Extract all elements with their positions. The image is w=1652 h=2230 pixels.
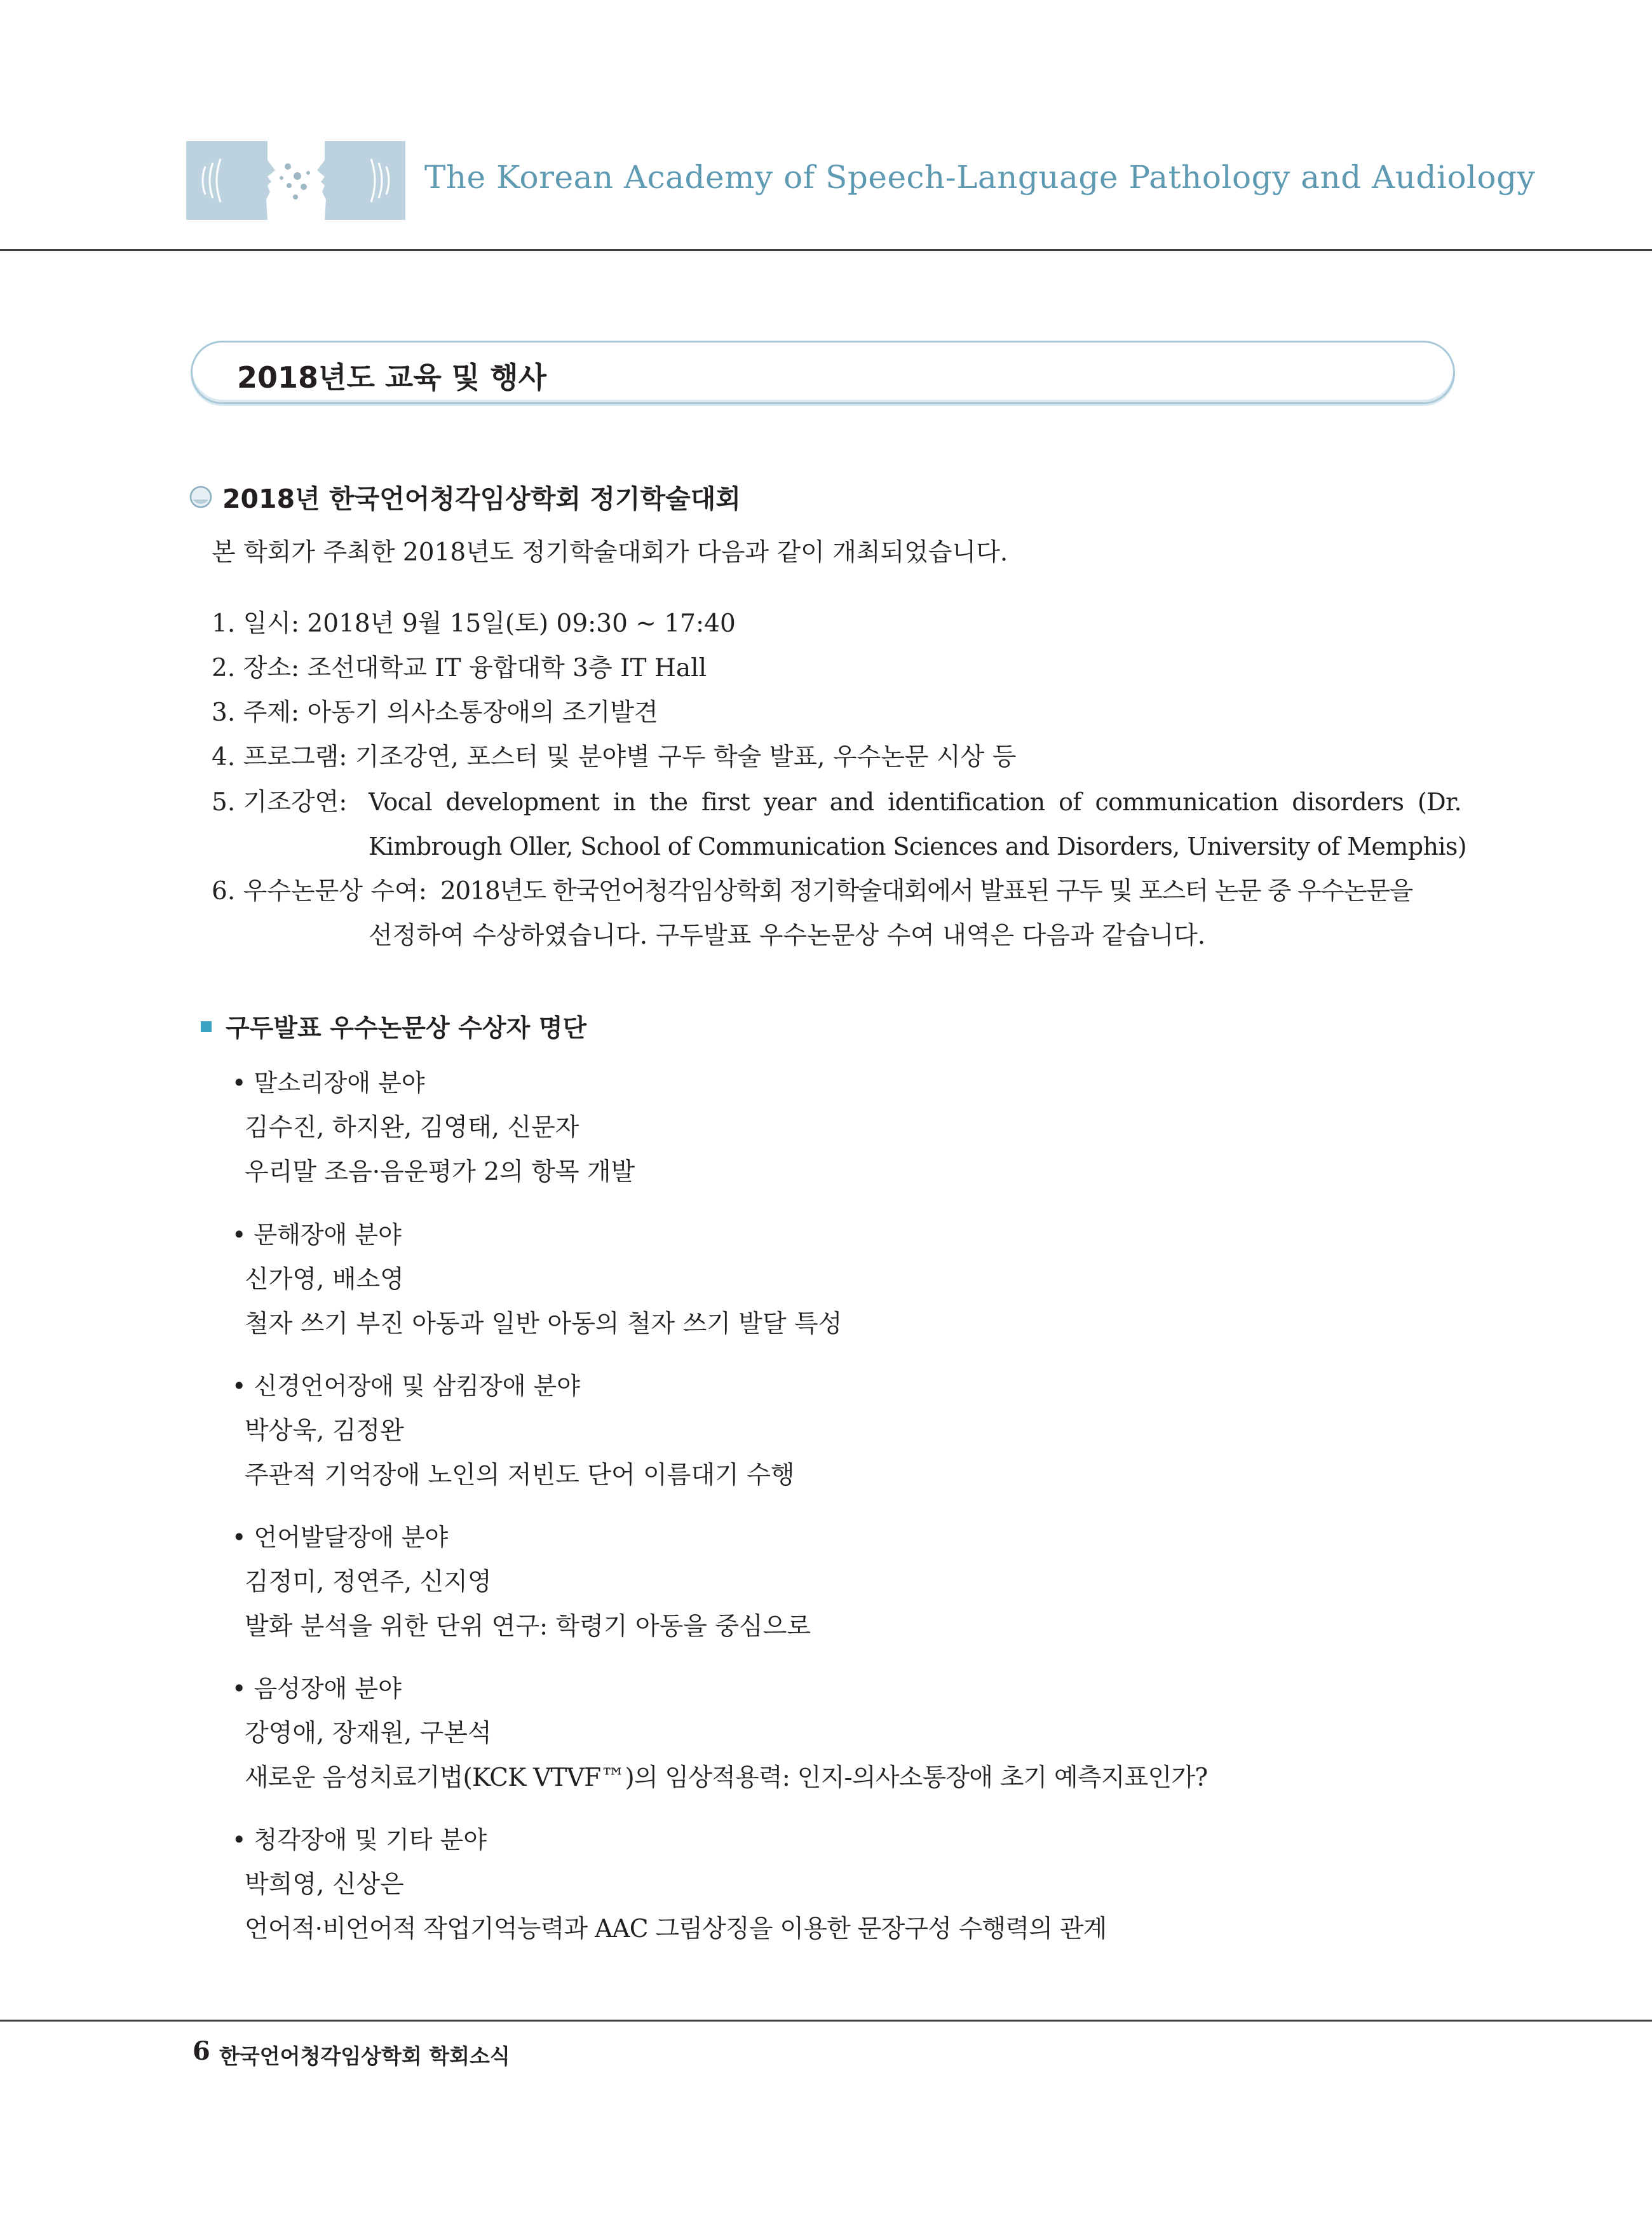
event-item-award-line2: 선정하여 수상하였습니다. 구두발표 우수논문상 수여 내역은 다음과 같습니다. — [369, 921, 1206, 950]
event-heading — [188, 478, 741, 515]
award-paper: 주관적 기억장애 노인의 저빈도 단어 이름대기 수행 — [245, 1461, 795, 1490]
award-paper: 철자 쓰기 부진 아동과 일반 아동의 철자 쓰기 발달 특성 — [245, 1310, 843, 1338]
award-paper: 발화 분석을 위한 단위 연구: 학령기 아동을 중심으로 — [245, 1612, 811, 1641]
event-item-keynote-line2: Kimbrough Oller, School of Communication Sciences and Disorders, University of Memphis) — [369, 833, 1466, 860]
event-item-award-line1: 2018년도 한국언어청각임상학회 정기학술대회에서 발표된 구두 및 포스터 논문 중 우수논문을 — [440, 877, 1412, 906]
page-number: 6 — [193, 2036, 210, 2066]
award-category: • 신경언어장애 및 삼킴장애 분야 — [232, 1372, 580, 1400]
award-paper: 언어적·비언어적 작업기억능력과 AAC 그림상징을 이용한 문장구성 수행력의 관계 — [245, 1915, 1107, 1943]
award-paper: 우리말 조음·음운평가 2의 항목 개발 — [245, 1158, 635, 1186]
square-bullet-icon — [201, 1021, 212, 1032]
award-authors: 박상욱, 김정완 — [245, 1417, 404, 1445]
header-title: The Korean Academy of Speech-Language Pathology and Audiology — [424, 159, 1536, 196]
section-title: 2018년도 교육 및 행사 — [237, 360, 547, 395]
header-divider — [0, 249, 1652, 251]
award-category: • 음성장애 분야 — [232, 1675, 402, 1703]
award-authors: 신가영, 배소영 — [245, 1265, 404, 1294]
award-category: • 말소리장애 분야 — [232, 1069, 425, 1097]
award-authors: 김수진, 하지완, 김영태, 신문자 — [245, 1113, 579, 1142]
award-authors: 강영애, 장재원, 구본석 — [245, 1719, 492, 1748]
awards-title: 구두발표 우수논문상 수상자 명단 — [226, 1014, 587, 1043]
speaking-faces-logo-icon — [186, 141, 405, 220]
award-category: • 문해장애 분야 — [232, 1221, 402, 1249]
awards-heading — [201, 1009, 586, 1044]
award-paper: 새로운 음성치료기법(KCK VTVF™)의 임상적용력: 인지-의사소통장애 초기 예측지표인가? — [245, 1764, 1208, 1792]
award-category: • 언어발달장애 분야 — [232, 1523, 449, 1551]
section-title-box — [191, 341, 1455, 404]
award-authors: 박희영, 신상은 — [245, 1870, 404, 1899]
footer-divider — [0, 2020, 1652, 2022]
circle-bullet-icon — [188, 484, 213, 510]
event-item-program: 4. 프로그램: 기조강연, 포스터 및 분야별 구두 학술 발표, 우수논문 시상 등 — [212, 743, 1017, 772]
footer-text: 한국언어청각임상학회 학회소식 — [219, 2044, 510, 2069]
event-item-keynote-line1: Vocal development in the first year and identification of communication disorders (Dr. — [369, 788, 1461, 816]
event-item-theme: 3. 주제: 아동기 의사소통장애의 조기발견 — [212, 698, 658, 727]
event-item-date: 1. 일시: 2018년 9월 15일(토) 09:30 ~ 17:40 — [212, 609, 736, 638]
event-item-venue: 2. 장소: 조선대학교 IT 융합대학 3층 IT Hall — [212, 654, 707, 683]
event-intro: 본 학회가 주최한 2018년도 정기학술대회가 다음과 같이 개최되었습니다. — [212, 538, 1008, 567]
event-title: 2018년 한국언어청각임상학회 정기학술대회 — [222, 484, 741, 514]
award-authors: 김정미, 정연주, 신지영 — [245, 1568, 492, 1596]
event-item-keynote-label: 5. 기조강연: — [212, 788, 348, 817]
award-category: • 청각장애 및 기타 분야 — [232, 1826, 487, 1854]
event-item-award-label: 6. 우수논문상 수여: — [212, 877, 427, 906]
